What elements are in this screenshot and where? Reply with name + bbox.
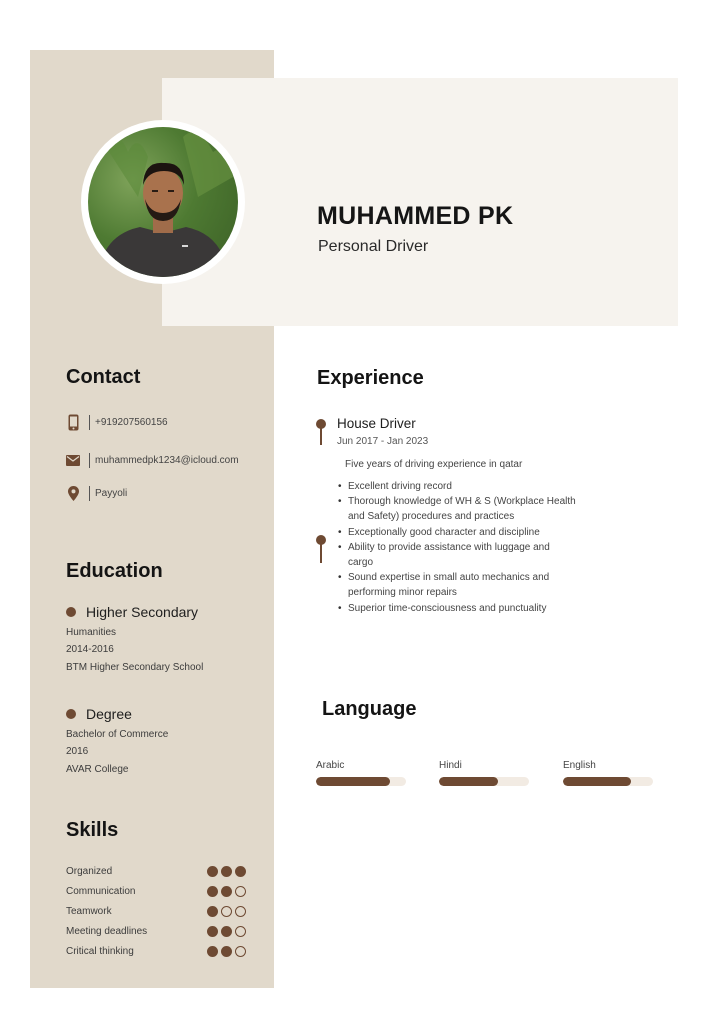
skill-row (66, 944, 246, 958)
skill-dot-icon (235, 866, 246, 877)
education-field: Bachelor of Commerce (66, 729, 169, 740)
skill-dot-icon (207, 906, 218, 917)
skill-row (66, 884, 246, 898)
contact-heading: Contact (66, 366, 141, 388)
skill-dot-icon (207, 946, 218, 957)
education-bullet (66, 709, 76, 719)
language-level-bar (316, 777, 390, 786)
education-school: BTM Higher Secondary School (66, 662, 204, 673)
skill-name: Critical thinking (66, 945, 134, 957)
timeline-stem (320, 543, 322, 563)
education-bullet (66, 607, 76, 617)
skill-dot-icon (235, 906, 246, 917)
language-name: Hindi (439, 760, 462, 771)
contact-email (66, 452, 239, 468)
language-name: English (563, 760, 596, 771)
job-date: Jun 2017 - Jan 2023 (337, 436, 429, 447)
language-english (563, 760, 655, 786)
language-arabic (316, 760, 408, 786)
skill-row (66, 864, 246, 878)
skill-dot-icon (207, 926, 218, 937)
skill-name: Communication (66, 885, 136, 897)
language-heading: Language (322, 698, 417, 720)
skill-dot-icon (235, 946, 246, 957)
skill-level-dots (207, 926, 246, 937)
skill-dot-icon (221, 886, 232, 897)
skill-dot-icon (235, 886, 246, 897)
timeline-stem (320, 427, 322, 445)
language-track (439, 777, 529, 786)
language-track (316, 777, 406, 786)
mail-icon (66, 452, 80, 468)
education-heading: Education (66, 560, 163, 582)
skill-level-dots (207, 866, 246, 877)
experience-bullet: • Ability to provide assistance with luggage and cargo (337, 540, 577, 570)
phone-text[interactable]: +919207560156 (95, 416, 168, 428)
skill-name: Teamwork (66, 905, 112, 917)
phone-icon (66, 414, 80, 430)
experience-bullet: • Excellent driving record (337, 479, 577, 494)
skill-row (66, 904, 246, 918)
education-field: Humanities (66, 627, 117, 638)
profile-photo-illustration (88, 127, 238, 277)
education-title: Higher Secondary (86, 604, 199, 620)
skills-heading: Skills (66, 819, 119, 841)
language-track (563, 777, 653, 786)
skill-name: Organized (66, 865, 113, 877)
skill-dot-icon (221, 866, 232, 877)
language-level-bar (439, 777, 498, 786)
education-title: Degree (86, 706, 132, 722)
contact-separator (89, 486, 90, 501)
profile-photo (81, 120, 245, 284)
language-hindi (439, 760, 531, 786)
skill-dot-icon (207, 866, 218, 877)
language-name: Arabic (316, 760, 345, 771)
skill-level-dots (207, 906, 246, 917)
job-summary: Five years of driving experience in qatar (345, 459, 523, 470)
experience-bullet: • Sound expertise in small auto mechanics and performing minor repairs (337, 570, 577, 600)
location-text: Payyoli (95, 487, 128, 499)
contact-phone (66, 414, 168, 430)
experience-bullet: • Thorough knowledge of WH & S (Workplace Health and Safety) procedures and practices (337, 494, 577, 524)
skill-row (66, 924, 246, 938)
experience-bullet: • Superior time-consciousness and punctuality (337, 601, 577, 616)
email-text[interactable]: muhammedpk1234@icloud.com (95, 454, 239, 466)
skill-name: Meeting deadlines (66, 925, 148, 937)
candidate-role: Personal Driver (318, 238, 429, 255)
language-level-bar (563, 777, 631, 786)
job-title: House Driver (337, 416, 416, 431)
skill-dot-icon (207, 886, 218, 897)
contact-location (66, 485, 127, 501)
contact-separator (89, 453, 90, 468)
education-year: 2016 (66, 746, 89, 757)
contact-separator (89, 415, 90, 430)
education-year: 2014-2016 (66, 644, 114, 655)
experience-bullets (337, 479, 577, 616)
skill-dot-icon (235, 926, 246, 937)
skill-level-dots (207, 886, 246, 897)
skill-dot-icon (221, 906, 232, 917)
skill-level-dots (207, 946, 246, 957)
skill-dot-icon (221, 946, 232, 957)
experience-heading: Experience (317, 367, 424, 389)
education-school: AVAR College (66, 764, 129, 775)
location-pin-icon (66, 485, 80, 501)
candidate-name: MUHAMMED PK (317, 202, 514, 230)
skill-dot-icon (221, 926, 232, 937)
experience-bullet: • Exceptionally good character and discipline (337, 525, 577, 540)
